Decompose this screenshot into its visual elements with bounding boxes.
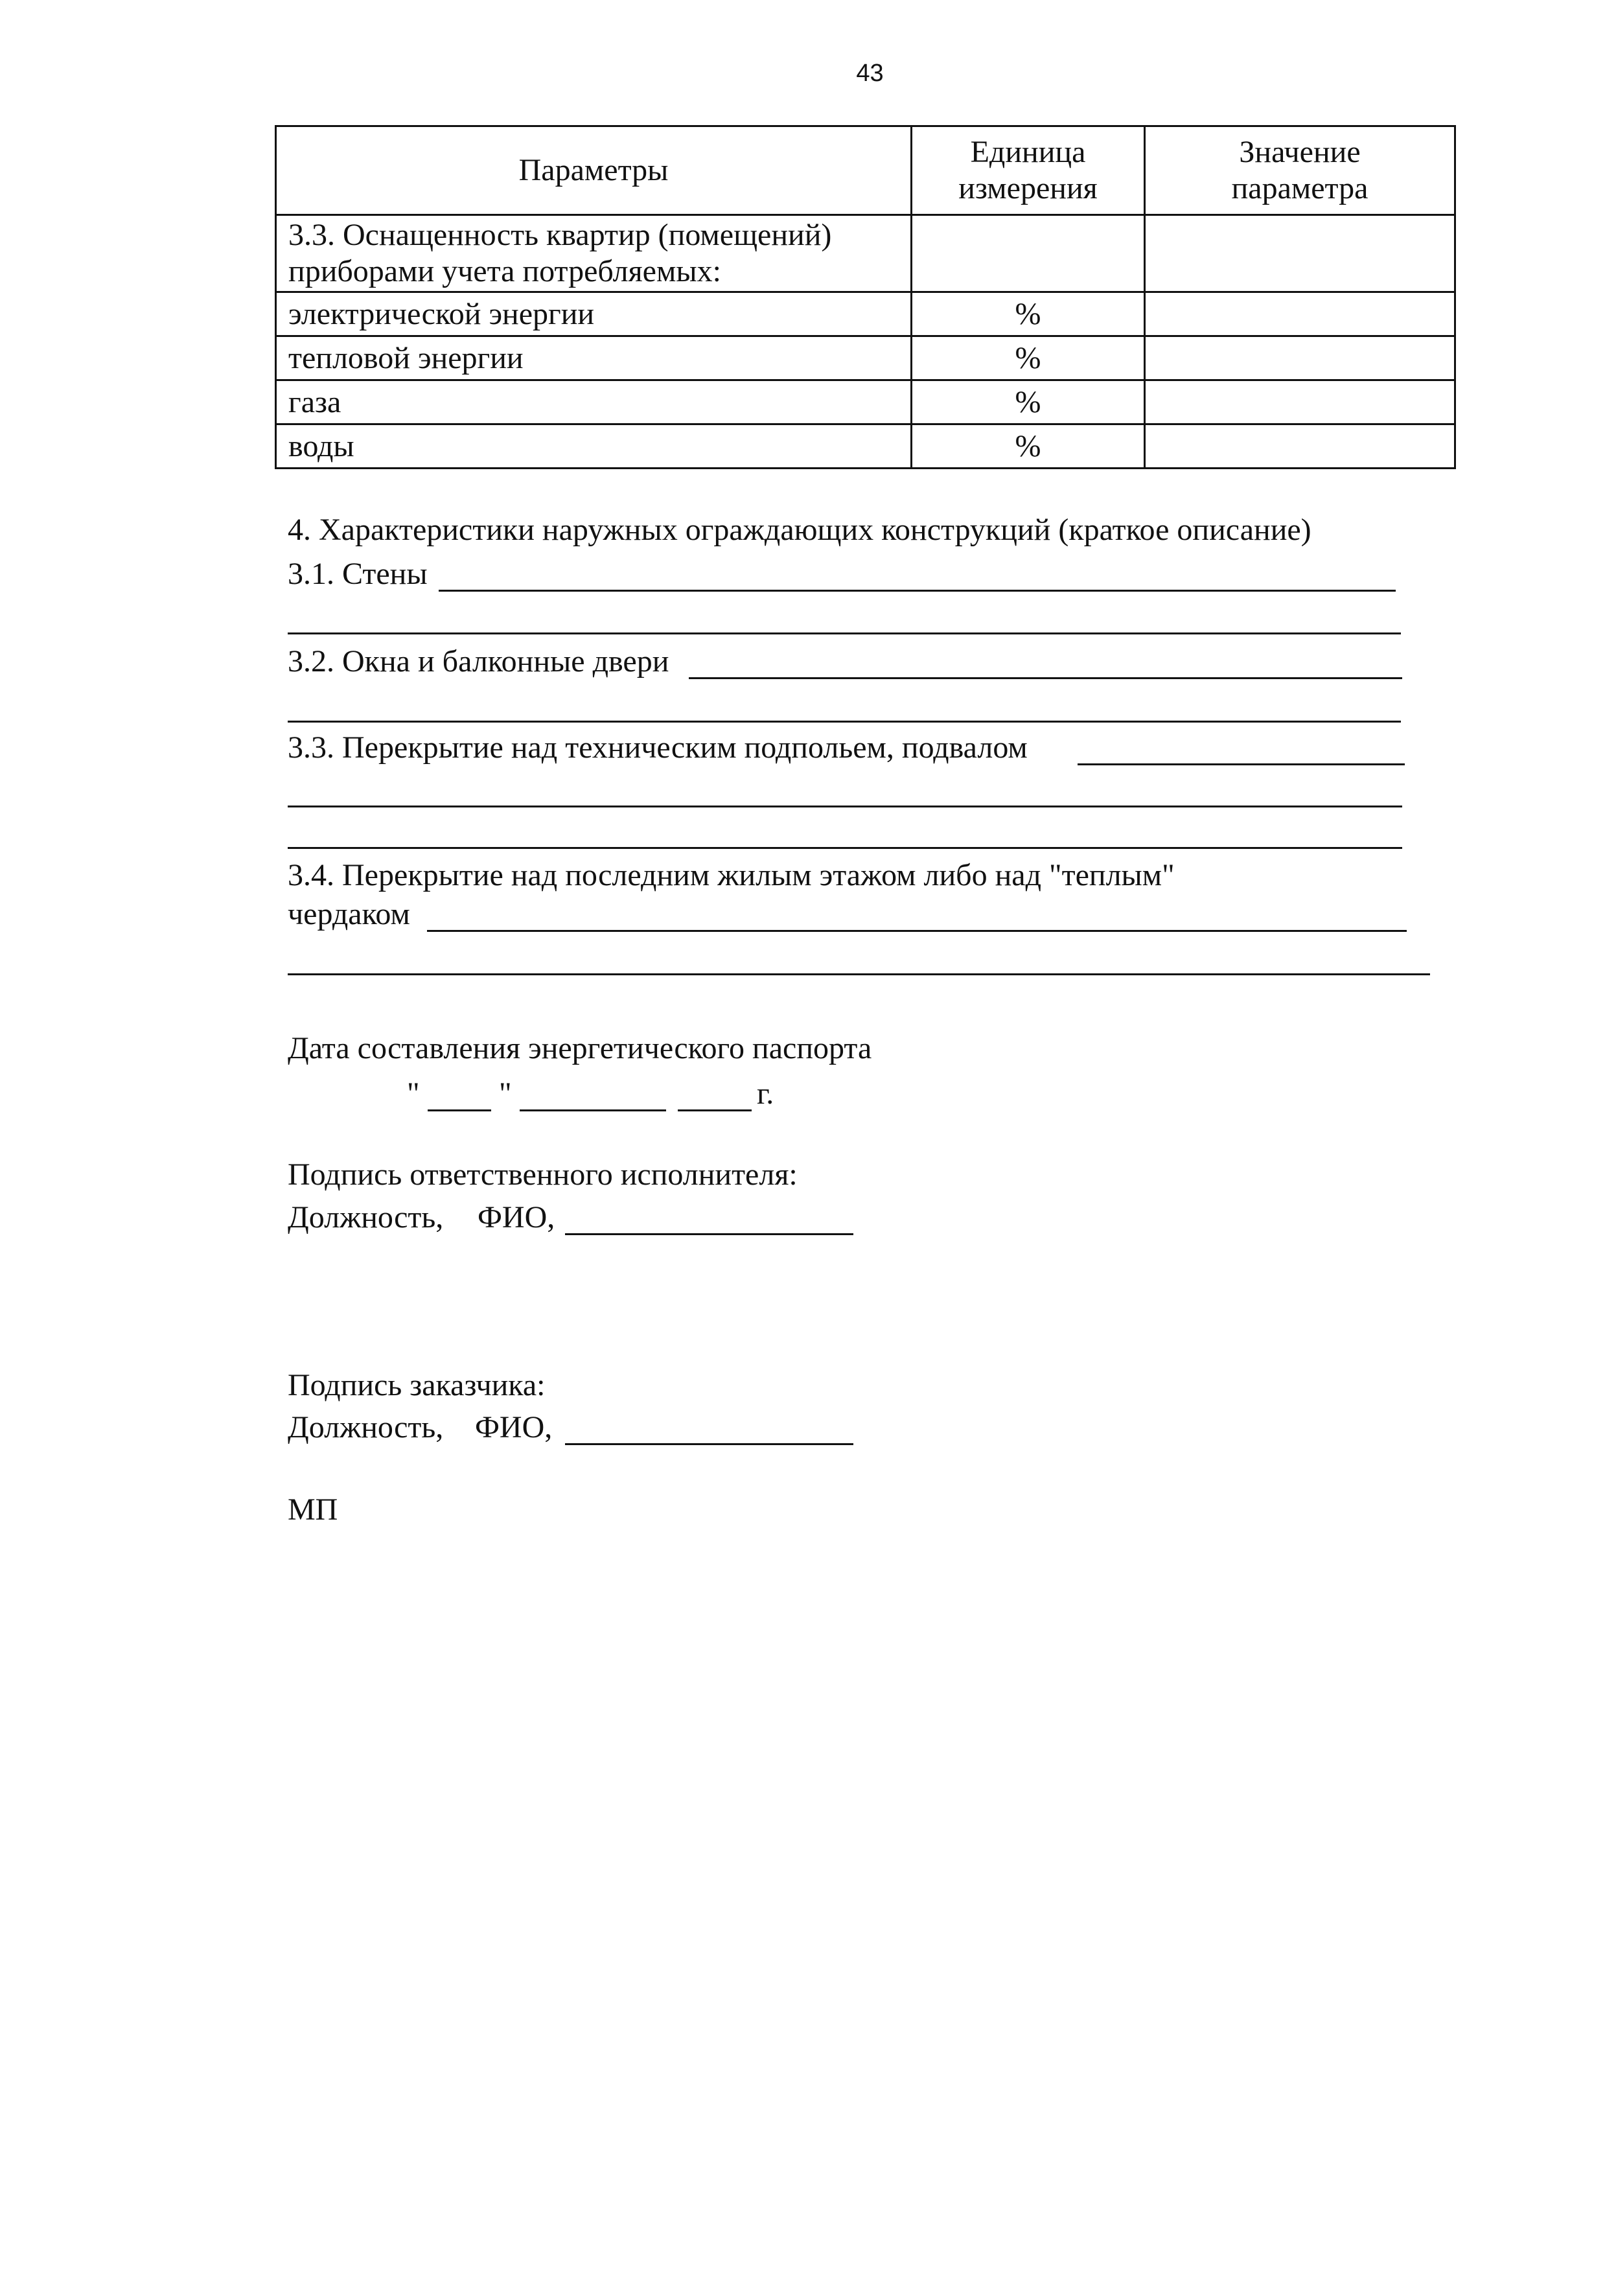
basement-fill-line-2[interactable] [288,806,1402,807]
date-day-field[interactable] [428,1109,491,1111]
table-row [276,424,1455,469]
basement-fill-line-3[interactable] [288,847,1402,849]
header-unit-line1: Единица [970,135,1086,169]
header-value-line2: параметра [1231,171,1368,205]
header-unit-line2: измерения [958,171,1098,205]
executor-label: Подпись ответственного исполнителя: [288,1157,798,1192]
row-value [1145,292,1455,336]
table-row [276,380,1455,424]
basement-label: 3.3. Перекрытие над техническим подпольем, подвалом [288,730,1028,765]
top-floor-fill-line-1[interactable] [427,930,1407,932]
table-row [276,336,1455,380]
windows-fill-line-2[interactable] [288,721,1401,723]
top-floor-fill-line-2[interactable] [288,973,1430,975]
row-value [1145,424,1455,469]
date-month-field[interactable] [520,1109,666,1111]
executor-signature-line[interactable] [565,1233,853,1235]
executor-position: Должность, [288,1200,444,1235]
row-value [1145,336,1455,380]
date-label: Дата составления энергетического паспорта [288,1031,872,1065]
header-value [1145,126,1455,215]
group-unit-cell [912,215,1145,292]
walls-fill-line-2[interactable] [288,632,1401,634]
header-value-line1: Значение [1239,135,1361,169]
top-floor-label-line1: 3.4. Перекрытие над последним жилым этажом либо над "теплым" [288,858,1175,892]
row-unit: % [912,292,1145,336]
group-value-cell [1145,215,1455,292]
group-title-line1: 3.3. Оснащенность квартир (помещений) [288,218,832,252]
customer-fio: ФИО, [475,1410,553,1444]
row-param: электрической энергии [276,292,912,336]
row-param: тепловой энергии [276,336,912,380]
table-header-row [276,126,1455,215]
windows-label: 3.2. Окна и балконные двери [288,644,669,678]
table-group-row [276,215,1455,292]
row-param: воды [276,424,912,469]
walls-fill-line-1[interactable] [439,590,1396,592]
row-unit: % [912,380,1145,424]
customer-label: Подпись заказчика: [288,1368,546,1402]
group-title-line2: приборами учета потребляемых: [288,254,721,288]
date-year-suffix: г. [757,1076,774,1111]
customer-position: Должность, [288,1410,444,1444]
basement-fill-line-1[interactable] [1078,763,1405,765]
header-unit [912,126,1145,215]
row-param: газа [276,380,912,424]
stamp-label: МП [288,1492,338,1527]
row-value [1145,380,1455,424]
header-param: Параметры [276,126,912,215]
page-number: 43 [856,60,884,87]
windows-fill-line-1[interactable] [689,677,1402,679]
group-title [276,215,912,292]
section4-title: 4. Характеристики наружных ограждающих конструкций (краткое описание) [288,513,1311,547]
row-unit: % [912,336,1145,380]
executor-fio: ФИО, [478,1200,555,1235]
date-quote-close: " [499,1076,512,1111]
top-floor-label-line2: чердаком [288,897,410,931]
date-year-field[interactable] [678,1109,752,1111]
date-quote-open: " [407,1076,420,1111]
row-unit: % [912,424,1145,469]
parameters-table [275,125,1456,469]
walls-label: 3.1. Стены [288,557,428,591]
customer-signature-line[interactable] [565,1443,853,1445]
table-row [276,292,1455,336]
